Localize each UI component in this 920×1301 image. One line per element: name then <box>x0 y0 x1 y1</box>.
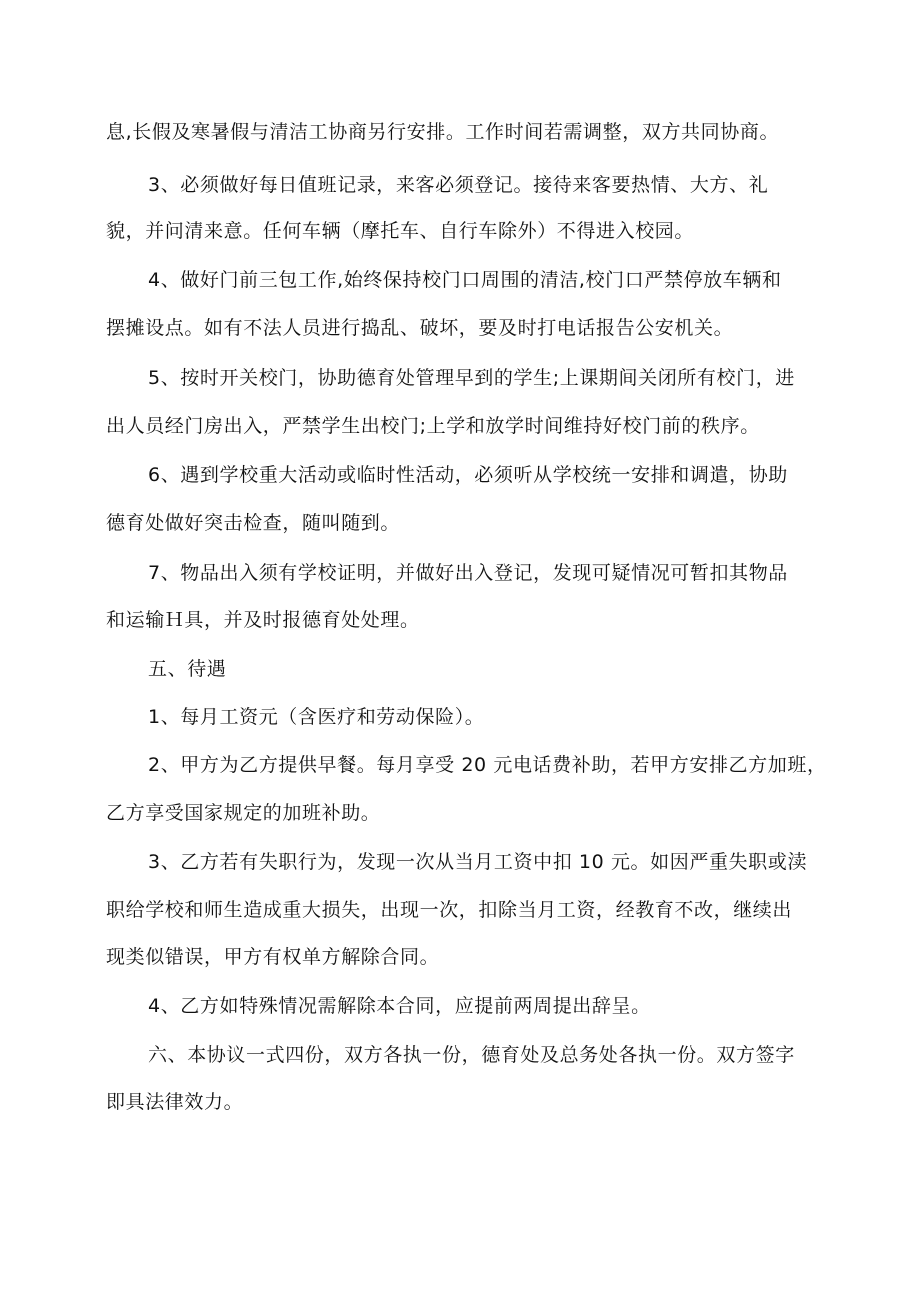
paragraph-line: 摆摊设点。如有不法人员进行捣乱、破坏，要及时打电话报告公安机关。 <box>106 317 734 339</box>
paragraph-line: 出人员经门房出入，严禁学生出校门;上学和放学时间维持好校门前的秩序。 <box>106 415 760 437</box>
paragraph-line: 德育处做好突击检查，随叫随到。 <box>106 512 401 534</box>
paragraph-line: 职给学校和师生造成重大损失，出现一次，扣除当月工资，经教育不改，继续出 <box>106 899 793 921</box>
section-heading: 五、待遇 <box>148 658 227 680</box>
paragraph-line: 4、乙方如特殊情况需解除本合同，应提前两周提出辞呈。 <box>148 995 651 1017</box>
paragraph-line: 3、乙方若有失职行为，发现一次从当月工资中扣 10 元。如因严重失职或渎 <box>148 851 807 873</box>
paragraph-line: 现类似错误，甲方有权单方解除合同。 <box>106 946 440 968</box>
paragraph-line: 5、按时开关校门，协助德育处管理早到的学生;上课期间关闭所有校门，进 <box>148 367 795 389</box>
paragraph-line: 息,长假及寒暑假与清洁工协商另行安排。工作时间若需调整，双方共同协商。 <box>106 121 780 143</box>
paragraph-line: 和运输Ｈ具，并及时报德育处处理。 <box>106 609 420 631</box>
paragraph-line: 7、物品出入须有学校证明，并做好出入登记，发现可疑情况可暂扣其物品 <box>148 562 788 584</box>
paragraph-line: 即具法律效力。 <box>106 1091 244 1113</box>
paragraph-line: 乙方享受国家规定的加班补助。 <box>106 802 381 824</box>
paragraph-line: 1、每月工资元（含医疗和劳动保险）。 <box>148 706 485 728</box>
section-heading: 六、本协议一式四份，双方各执一份，德育处及总务处各执一份。双方签字 <box>148 1044 795 1066</box>
paragraph-line: 2、甲方为乙方提供早餐。每月享受 20 元电话费补助，若甲方安排乙方加班， <box>148 754 827 776</box>
paragraph-line: 3、必须做好每日值班记录，来客必须登记。接待来客要热情、大方、礼 <box>148 174 769 196</box>
paragraph-line: 6、遇到学校重大活动或临时性活动，必须听从学校统一安排和调遣，协助 <box>148 464 788 486</box>
paragraph-line: 貌，并问清来意。任何车辆（摩托车、自行车除外）不得进入校园。 <box>106 220 695 242</box>
paragraph-line: 4、做好门前三包工作,始终保持校门口周围的清洁,校门口严禁停放车辆和 <box>148 269 782 291</box>
